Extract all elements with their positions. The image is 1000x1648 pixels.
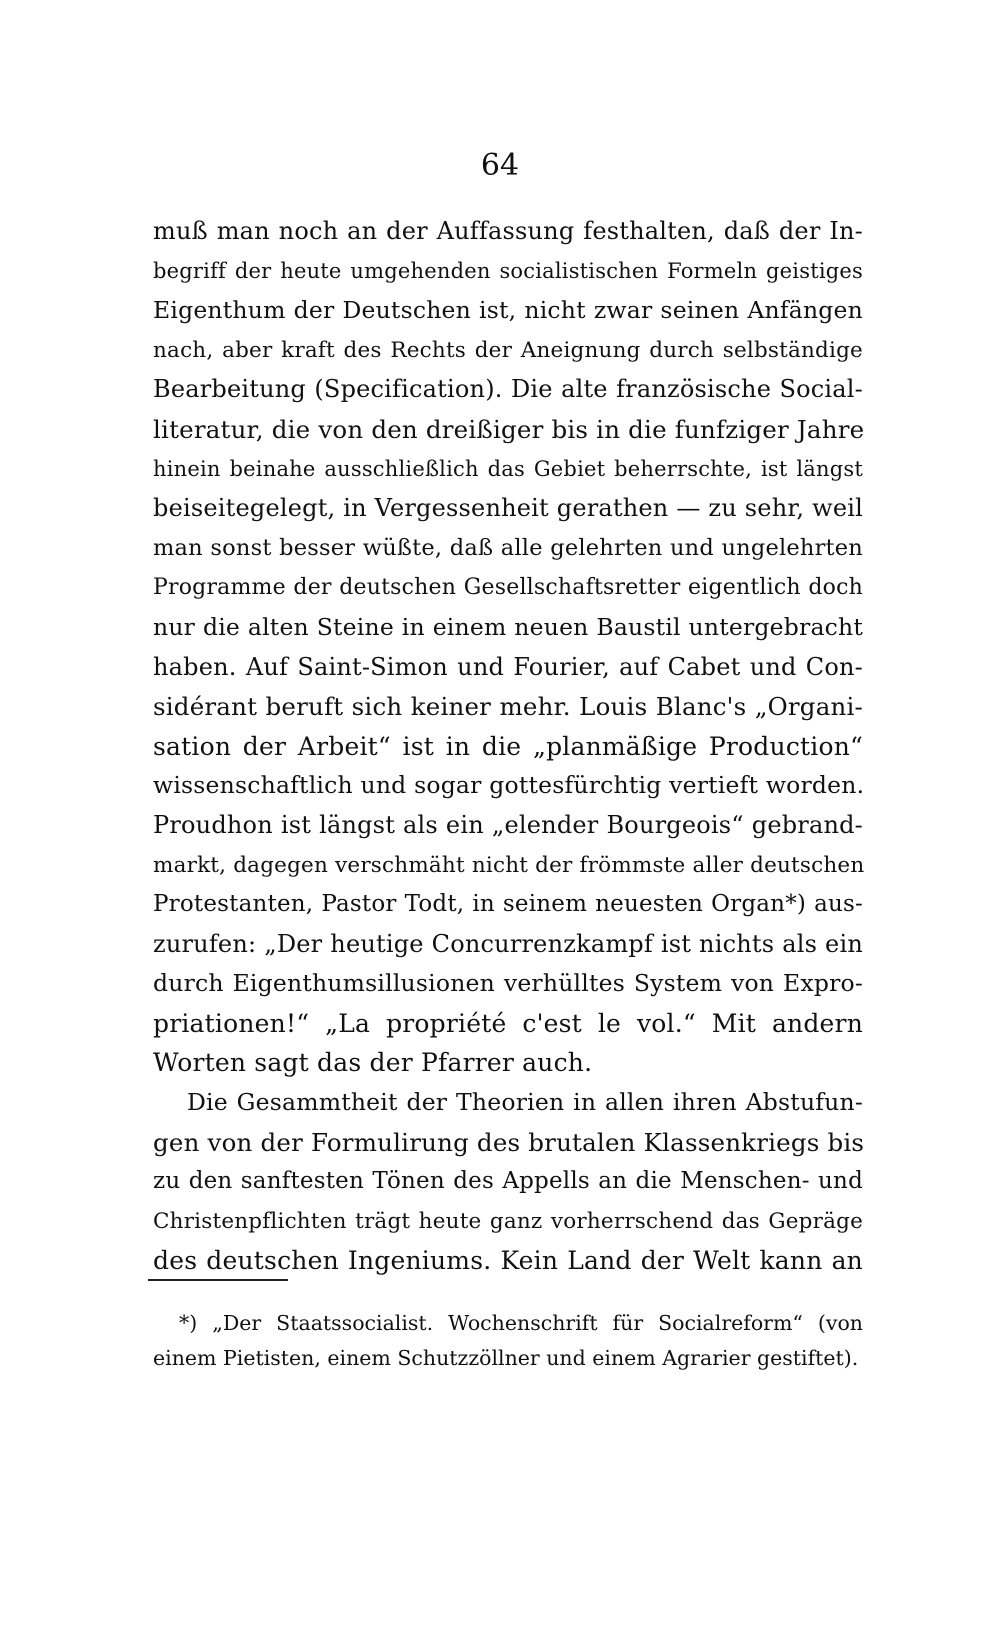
text-line: Christenpflichten trägt heute ganz vorherrschend das Gepräge — [153, 1208, 863, 1234]
text-line: muß man noch an der Auffassung festhalten, daß der In- — [153, 217, 863, 245]
text-line: nur die alten Steine in einem neuen Baustil untergebracht — [153, 612, 863, 641]
footnote-rule — [148, 1279, 288, 1281]
footnote-line: *) „Der Staatssocialist. Wochenschrift für Socialreform“ (von — [179, 1311, 863, 1335]
text-line: markt, dagegen verschmäht nicht der frömmste aller deutschen — [153, 852, 865, 878]
text-line: haben. Auf Saint-Simon und Fourier, auf Cabet und Con- — [153, 652, 863, 681]
footnote-line: einem Pietisten, einem Schutzzöllner und einem Agrarier gestiftet). — [153, 1346, 859, 1370]
page-number: 64 — [480, 148, 520, 183]
text-line: sidérant beruft sich keiner mehr. Louis Blanc's „Organi- — [153, 692, 863, 722]
paragraph-1 — [153, 212, 863, 1083]
text-line: gen von der Formulirung des brutalen Klassenkriegs bis — [153, 1127, 865, 1157]
text-line: literatur, die von den dreißiger bis in die funfziger Jahre — [153, 414, 865, 444]
text-line: Programme der deutschen Gesellschaftsretter eigentlich doch — [153, 575, 863, 601]
text-line: wissenschaftlich und sogar gottesfürchtig vertieft worden. — [153, 771, 865, 800]
text-line: des deutschen Ingeniums. Kein Land der Welt kann an — [153, 1246, 863, 1276]
text-line: priationen!“ „La propriété c'est le vol.“ Mit andern — [153, 1008, 863, 1038]
text-line: man sonst besser wüßte, daß alle gelehrten und ungelehrten — [153, 534, 863, 561]
text-line: Bearbeitung (Specification). Die alte französische Social- — [153, 375, 863, 404]
text-line: zu den sanftesten Tönen des Appells an die Menschen- und — [153, 1168, 863, 1195]
text-line: beiseitegelegt, in Vergessenheit gerathen — zu sehr, weil — [153, 494, 863, 523]
body-text — [153, 212, 863, 1281]
paragraph-2 — [153, 1083, 863, 1281]
text-line: Eigenthum der Deutschen ist, nicht zwar seinen Anfängen — [153, 296, 863, 325]
text-line: durch Eigenthumsillusionen verhülltes System von Expro- — [153, 969, 863, 998]
text-line: begriff der heute umgehenden socialistischen Formeln geistiges — [153, 258, 863, 283]
text-line: Die Gesammtheit der Theorien in allen ihren Abstufun- — [187, 1088, 863, 1117]
text-line: Protestanten, Pastor Todt, in seinem neuesten Organ*) aus- — [153, 891, 863, 918]
text-line: nach, aber kraft des Rechts der Aneignung durch selbständige — [153, 337, 863, 363]
text-line: zurufen: „Der heutige Concurrenzkampf ist nichts als ein — [153, 929, 863, 958]
text-line: Worten sagt das der Pfarrer auch. — [153, 1048, 593, 1078]
text-line: Proudhon ist längst als ein „elender Bourgeois“ gebrand- — [153, 810, 863, 839]
text-line: sation der Arbeit“ ist in die „planmäßige Production“ — [153, 731, 863, 761]
text-line: hinein beinahe ausschließlich das Gebiet beherrschte, ist längst — [153, 456, 863, 481]
footnote — [153, 1306, 863, 1376]
